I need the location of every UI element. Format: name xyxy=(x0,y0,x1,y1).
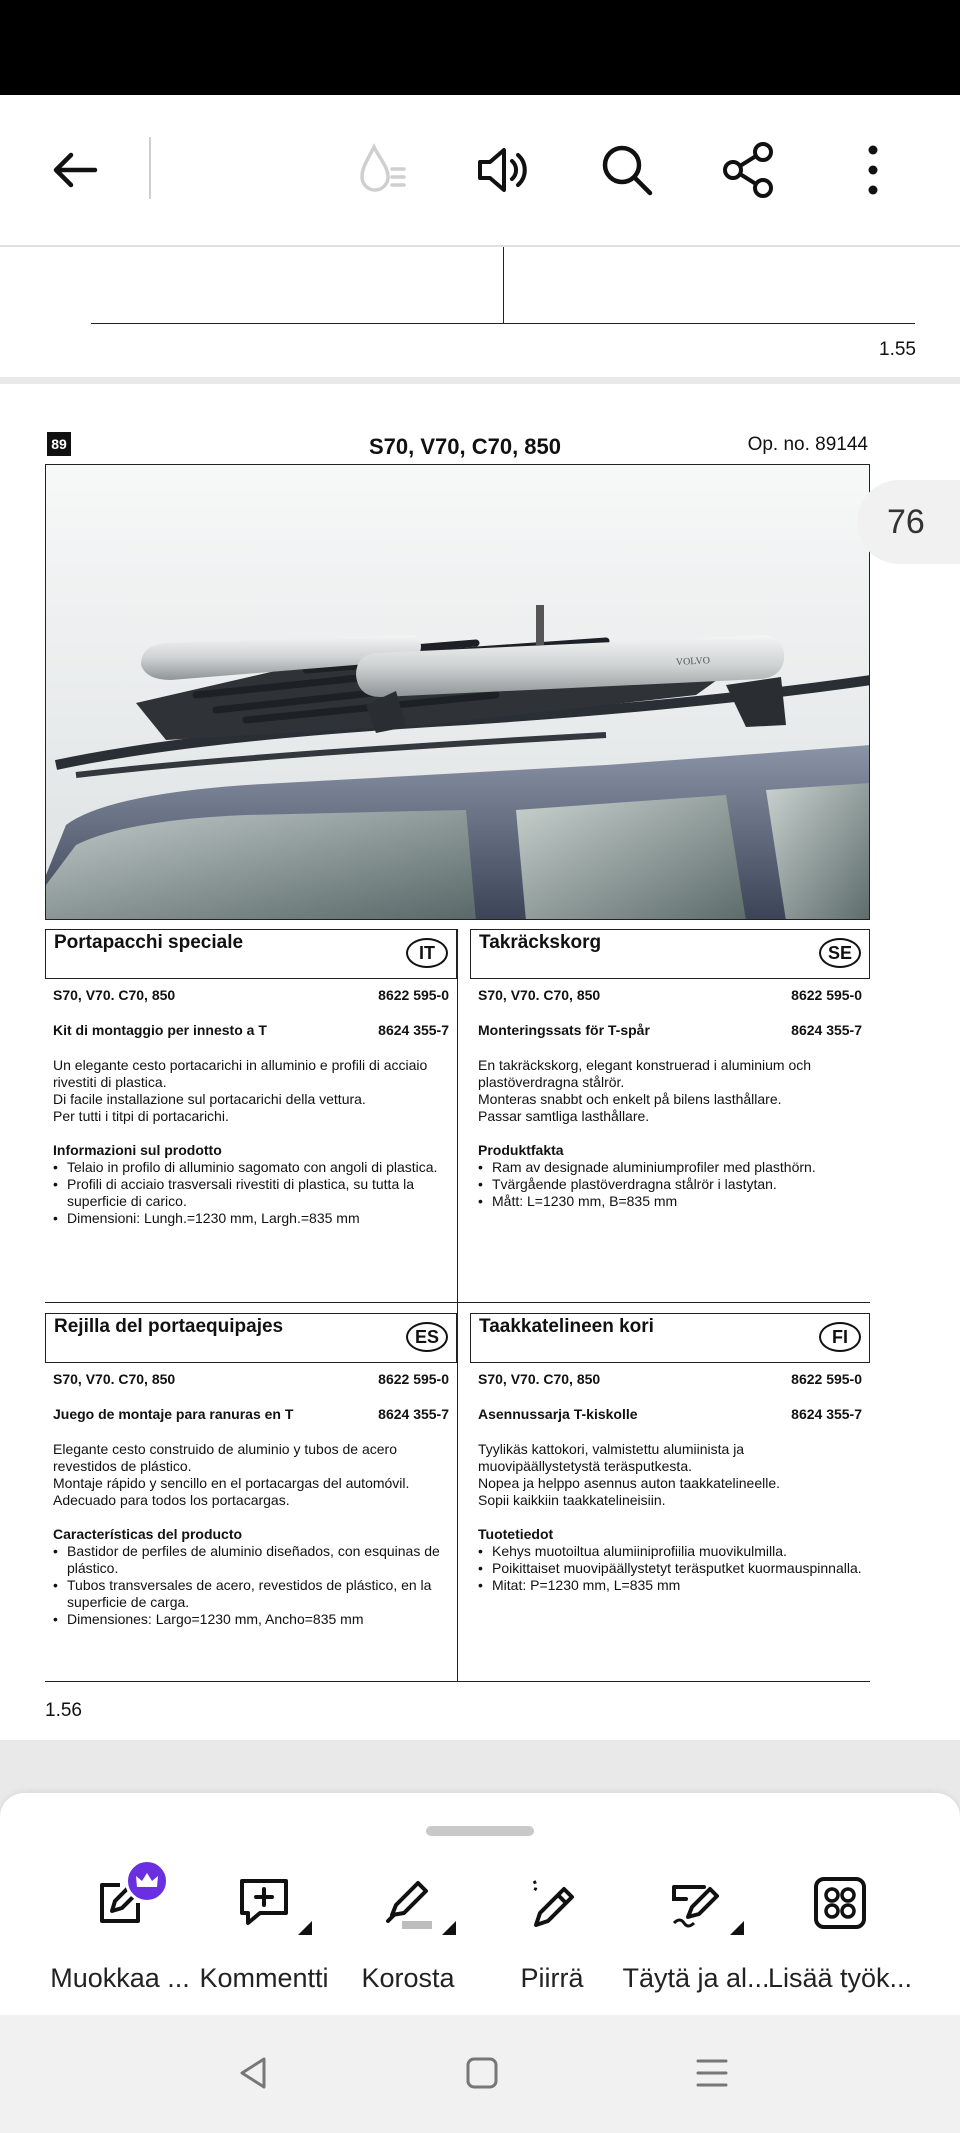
top-toolbar xyxy=(0,95,960,245)
feature-item: • Bastidor de perfiles de aluminio diseñados, con esquinas de plástico. xyxy=(53,1543,449,1577)
status-bar xyxy=(0,0,960,95)
tool-label: Lisää työk... xyxy=(767,1963,913,1993)
submenu-indicator xyxy=(298,1921,312,1935)
bottom-tool-sheet xyxy=(0,1793,960,2015)
features-title: Informazioni sul prodotto xyxy=(53,1142,222,1158)
more-options-button[interactable] xyxy=(828,125,918,215)
submenu-indicator xyxy=(442,1921,456,1935)
feature-item: • Dimensiones: Largo=1230 mm, Ancho=835 mm xyxy=(53,1611,449,1628)
feature-item: • Mitat: P=1230 mm, L=835 mm xyxy=(478,1577,862,1594)
previous-page-number: 1.55 xyxy=(879,339,916,360)
features-title: Características del producto xyxy=(53,1526,243,1542)
section-badge: 89 xyxy=(47,432,71,456)
language-badge: SE xyxy=(819,938,861,968)
draw-pen-icon xyxy=(522,1873,582,1933)
kit-row: Kit di montaggio per innesto a T 8624 355-7 xyxy=(53,1022,449,1038)
kit-row: Juego de montaje para ranuras en T 8624 355-7 xyxy=(53,1406,449,1422)
more-vertical-icon xyxy=(863,142,883,198)
share-icon xyxy=(719,140,779,200)
feature-item: • Mått: L=1230 mm, B=835 mm xyxy=(478,1193,862,1210)
page-rule xyxy=(91,323,915,324)
features-list xyxy=(45,1543,457,1628)
speaker-icon xyxy=(472,139,534,201)
row-divider xyxy=(45,1302,870,1303)
features-list xyxy=(470,1159,870,1210)
menu-lines-icon xyxy=(692,2053,732,2093)
search-icon xyxy=(598,141,656,199)
feature-item: • Tubos transversales de acero, revestidos de plástico, en la superficie de carga. xyxy=(53,1577,449,1611)
feature-item: • Dimensioni: Lungh.=1230 mm, Largh.=835 mm xyxy=(53,1210,449,1227)
tool-label: Korosta xyxy=(361,1963,455,1993)
features-list xyxy=(45,1159,457,1227)
tool-edit[interactable] xyxy=(50,1873,190,2003)
sheet-drag-handle[interactable] xyxy=(426,1826,534,1836)
model-row: S70, V70. C70, 850 8622 595-0 xyxy=(53,987,449,1003)
arrow-left-icon xyxy=(47,142,103,198)
page-title: S70, V70, C70, 850 xyxy=(368,434,562,459)
comment-add-icon xyxy=(234,1873,294,1933)
section-italian xyxy=(45,929,457,1227)
more-tools-grid-icon xyxy=(810,1873,870,1933)
nav-back-button[interactable] xyxy=(224,2043,284,2103)
section-title: Portapacchi speciale IT xyxy=(45,929,457,979)
triangle-back-icon xyxy=(234,2053,274,2093)
tool-more-tools[interactable] xyxy=(767,1873,913,2003)
tool-label: Täytä ja al... xyxy=(622,1963,770,1993)
section-title: Rejilla del portaequipajes ES xyxy=(45,1313,457,1363)
back-button[interactable] xyxy=(30,125,120,215)
kit-row: Monteringssats för T-spår 8624 355-7 xyxy=(478,1022,862,1038)
section-swedish xyxy=(470,929,870,1210)
feature-item: • Ram av designade aluminiumprofiler med plasthörn. xyxy=(478,1159,862,1176)
model-row: S70, V70. C70, 850 8622 595-0 xyxy=(53,1371,449,1387)
description: Un elegante cesto portacarichi in alluminio e profili di acciaio rivestiti di plastica. Di facile installazione sul portacarichi della vettura. Per tutti i titpi di portacarichi. xyxy=(53,1057,428,1124)
tool-comment[interactable] xyxy=(194,1873,334,2003)
section-spanish xyxy=(45,1313,457,1628)
op-number: Op. no. 89144 xyxy=(747,434,868,455)
description: Elegante cesto construido de aluminio y tubos de acero revestidos de plástico. Montaje rápido y sencillo en el portacargas del automóvil. Adecuado para todos los portacargas. xyxy=(53,1441,410,1508)
svg-text:VOLVO: VOLVO xyxy=(675,655,711,668)
tool-label: Piirrä xyxy=(520,1963,584,1993)
feature-item: • Profili di acciaio trasversali rivestiti di plastica, su tutta la superficie di carico. xyxy=(53,1176,449,1210)
features-list xyxy=(470,1543,870,1594)
features-title: Produktfakta xyxy=(478,1142,564,1158)
submenu-indicator xyxy=(730,1921,744,1935)
tool-label: Kommentti xyxy=(199,1963,329,1993)
fill-sign-icon xyxy=(666,1873,726,1933)
column-divider xyxy=(457,929,458,1681)
tool-fill-sign[interactable] xyxy=(622,1873,770,2003)
kit-row: Asennussarja T-kiskolle 8624 355-7 xyxy=(478,1406,862,1422)
section-finnish xyxy=(470,1313,870,1594)
feature-item: • Telaio in profilo di alluminio sagomato con angoli di plastica. xyxy=(53,1159,449,1176)
language-badge: IT xyxy=(406,938,448,968)
speaker-button[interactable] xyxy=(458,125,548,215)
tool-draw[interactable] xyxy=(482,1873,622,2003)
language-badge: ES xyxy=(406,1322,448,1352)
feature-item: • Kehys muotoiltua alumiiniprofiilia muovikulmilla. xyxy=(478,1543,862,1560)
page-bottom-rule xyxy=(45,1681,870,1682)
feature-item: • Poikittaiset muovipäällystetyt teräsputket kuormauspinnalla. xyxy=(478,1560,862,1577)
features-title: Tuotetiedot xyxy=(478,1526,554,1542)
nav-recents-button[interactable] xyxy=(682,2043,742,2103)
square-home-icon xyxy=(462,2053,502,2093)
page-rule xyxy=(503,247,504,323)
description: En takräckskorg, elegant konstruerad i aluminium och plastöverdragna stålrör. Monteras snabbt och enkelt på bilens lasthållare. Passar samtliga lasthållare. xyxy=(478,1057,812,1124)
section-title: Takräckskorg SE xyxy=(470,929,870,979)
section-title: Taakkatelineen kori FI xyxy=(470,1313,870,1363)
model-row: S70, V70. C70, 850 8622 595-0 xyxy=(478,1371,862,1387)
document-page xyxy=(0,384,960,1740)
toolbar-divider xyxy=(149,137,151,199)
read-aloud-button[interactable] xyxy=(336,125,426,215)
highlighter-icon xyxy=(378,1873,438,1933)
search-button[interactable] xyxy=(582,125,672,215)
nav-home-button[interactable] xyxy=(452,2043,512,2103)
tool-label: Muokkaa ... xyxy=(50,1963,190,1993)
tool-highlight[interactable] xyxy=(338,1873,478,2003)
description: Tyylikäs kattokori, valmistettu alumiinista ja muovipäällystetystä teräsputkesta. Nopea ja helppo asennus auton taakkatelineelle. Sopii kaikkiin taakkatelineisiin. xyxy=(478,1441,781,1508)
share-button[interactable] xyxy=(704,125,794,215)
page-indicator[interactable]: 76 xyxy=(857,480,960,564)
premium-crown-icon xyxy=(125,1859,169,1903)
droplet-lines-icon xyxy=(350,139,412,201)
system-nav-bar xyxy=(0,2015,960,2133)
feature-item: • Tvärgående plastöverdragna stålrör i lastytan. xyxy=(478,1176,862,1193)
language-badge: FI xyxy=(819,1322,861,1352)
previous-page xyxy=(0,245,960,377)
page-number: 1.56 xyxy=(45,1700,82,1721)
product-photo xyxy=(45,464,870,920)
model-row: S70, V70. C70, 850 8622 595-0 xyxy=(478,987,862,1003)
